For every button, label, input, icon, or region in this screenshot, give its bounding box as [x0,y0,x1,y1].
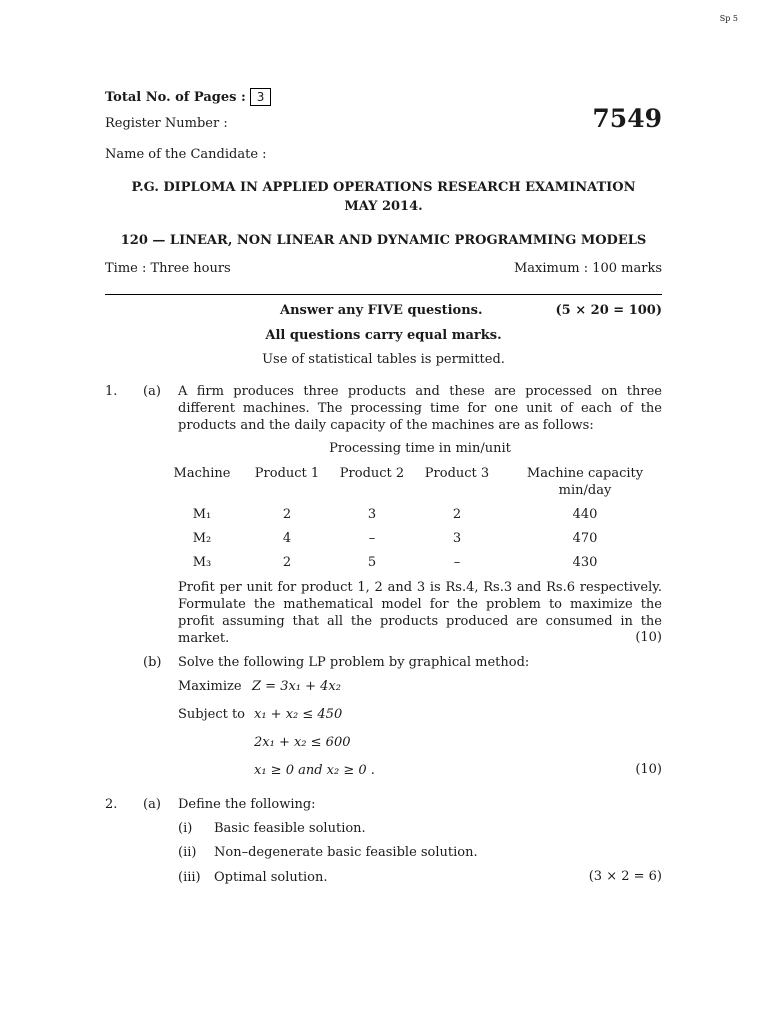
question-1a-text: A firm produces three products and these are processed on three different machines. The processing time for one unit of each of the products and the daily capacity of the machines are as follows: [178,384,662,433]
list-item-text: Basic feasible solution. [214,821,366,836]
table-cell: 2 [282,507,292,522]
table-cell: 3 [367,507,377,522]
list-item-label: (ii) [178,845,197,860]
paper-code: 7549 [592,104,662,133]
question-2a-text: Define the following: [178,797,316,812]
question-2a-marks: (3 × 2 = 6) [588,869,662,884]
question-1b-text: Solve the following LP problem by graphical method: [178,655,530,670]
table-cell-capacity: 440 [572,507,598,522]
exam-title-line2: MAY 2014. [344,199,423,214]
table-header-product-2: Product 2 [339,466,405,481]
time-allowed: Time : Three hours [105,261,231,276]
table-header-product-3: Product 3 [424,466,490,481]
constraint-nonnegativity: x₁ ≥ 0 and x₂ ≥ 0 . [254,763,375,778]
instruction-answer-five: Answer any FIVE questions. [280,303,483,318]
register-number-label: Register Number : [105,116,228,131]
total-pages-label: Total No. of Pages : [105,90,246,105]
list-item-text: Optimal solution. [214,870,328,885]
table-header-capacity-unit: min/day [558,483,612,498]
total-pages-box: 3 [250,88,272,106]
maximum-marks: Maximum : 100 marks [513,261,662,276]
instruction-equal-marks: All questions carry equal marks. [265,328,502,343]
objective-function: Z = 3x₁ + 4x₂ [252,679,341,694]
question-2-number: 2. [105,797,118,812]
table-cell: 4 [282,531,292,546]
table-header-machine: Machine [173,466,231,481]
candidate-name-label: Name of the Candidate : [105,147,267,162]
table-cell: – [453,555,461,570]
constraint-2: 2x₁ + x₂ ≤ 600 [254,735,351,750]
maximize-label: Maximize [178,679,242,694]
question-1a-text-continued: Profit per unit for product 1, 2 and 3 is Rs.4, Rs.3 and Rs.6 respectively. Formulate the mathematical model for the problem to maximize the profit assuming that all the products produced are consumed in the market. [178,580,662,646]
corner-reference: Sp 5 [719,14,738,23]
instruction-total-marks: (5 × 20 = 100) [555,303,662,318]
table-cell: 5 [367,555,377,570]
list-item-text: Non–degenerate basic feasible solution. [214,845,478,860]
question-1b-label: (b) [143,655,162,670]
table-cell-machine: M₁ [192,507,212,522]
question-1b-marks: (10) [635,762,662,777]
table-cell-capacity: 430 [572,555,598,570]
exam-title-line1: P.G. DIPLOMA IN APPLIED OPERATIONS RESEARCH EXAMINATION [131,180,636,195]
table-cell-capacity: 470 [572,531,598,546]
header-divider [105,294,662,295]
total-pages-row [105,88,662,106]
list-item-label: (i) [178,821,193,836]
question-1a-marks: (10) [635,630,662,645]
table-header-product-1: Product 1 [254,466,320,481]
list-item-label: (iii) [178,870,201,885]
table-cell: 2 [282,555,292,570]
table-cell: 3 [452,531,462,546]
question-1-number: 1. [105,384,118,399]
table-cell: 2 [452,507,462,522]
question-1a-label: (a) [143,384,161,399]
subject-to-label: Subject to [178,707,246,722]
table-header-capacity: Machine capacity [526,466,644,481]
table-cell: – [368,531,376,546]
instruction-tables-permitted: Use of statistical tables is permitted. [262,352,505,367]
question-2a-label: (a) [143,797,161,812]
table-caption: Processing time in min/unit [329,441,511,456]
subject-title: 120 — LINEAR, NON LINEAR AND DYNAMIC PROGRAMMING MODELS [120,233,647,248]
constraint-1: x₁ + x₂ ≤ 450 [254,707,343,722]
table-cell-machine: M₂ [192,531,212,546]
table-cell-machine: M₃ [192,555,212,570]
